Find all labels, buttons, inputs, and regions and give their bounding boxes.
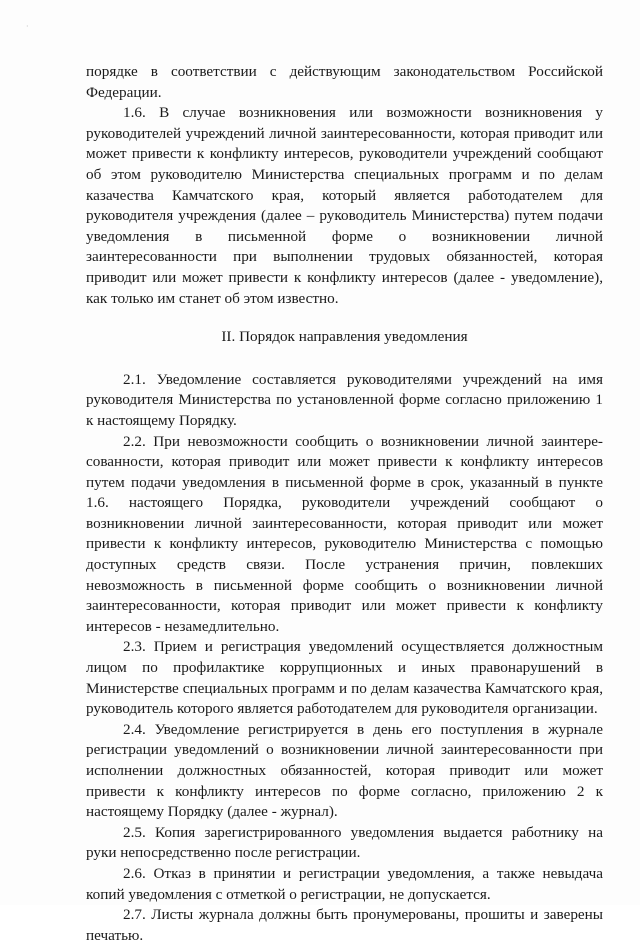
paragraph-2-3: 2.3. Прием и регистрация уведомлений осуществляется должностным лицом по профилактике коррупционных и иных правонарушений в Министерстве специальных программ и по делам казачества Камчатского края, руководитель которого является работодателем для руководителя организации. (86, 638, 603, 718)
paragraph-2-1: 2.1. Уведомление составляется руководителями учреждений на имя руководителя Министерства по установленной форме согласно приложению 1 к настоящему Порядку. (86, 370, 603, 429)
paragraph-2-5: 2.5. Копия зарегистрированного уведомления выдается работнику на руки непосредственно после регистрации. (86, 823, 603, 862)
paragraph-2-6: 2.6. Отказ в принятии и регистрации уведомления, а также невыдача копий уведомления с отметкой о регистрации, не допускается. (86, 864, 603, 903)
scan-speck: · (26, 22, 29, 31)
paragraph-continuation: порядке в соответствии с действующим законодательством Российской Федерации. (86, 63, 603, 101)
document-body (86, 62, 603, 946)
paragraph-2-4: 2.4. Уведомление регистрируется в день его поступления в журнале регистрации уведомлений о возникновении личной заинтересованности при исполнении должностных обязанностей, которая приводит или может привести к конфликту интересов по форме согласно, приложению 2 к настоящему Порядку (далее - журнал). (86, 720, 603, 821)
paragraph-2-2: 2.2. При невозможности сообщить о возникновении личной заинтере-сованности, которая приводит или может привести к конфликту интересов путем подачи уведомления в письменной форме в срок, указанный в пункте 1.6. настоящего Порядка, руководители учреждений сообщают о возникновении личной заинтересованности, которая приводит или может привести к конфликту интересов, руководителю Министерства с помощью доступных средств связи. После устранения причин, повлекших невозможность в письменной форме сообщить о возникновении личной заинтересованности, которая приводит или может привести к конфликту интересов - незамедлительно. (86, 432, 603, 635)
paragraph-2-7: 2.7. Листы журнала должны быть пронумерованы, прошиты и заверены печатью. (86, 906, 603, 944)
section-heading: II. Порядок направления уведомления (221, 328, 468, 346)
paragraph-1-6: 1.6. В случае возникновения или возможности возникновения у руководителей учреждений личной заинтересованности, которая приводит или может привести к конфликту интересов, руководители учреждений сообщают об этом руководителю Министерства специальных программ и по делам казачества Камчатского края, который является работодателем для руководителя учреждения (далее – руководитель Министерства) путем подачи уведомления в письменной форме о возникновении личной заинтересованности при выполнении трудовых обязанностей, которая приводит или может привести к конфликту интересов (далее - уведомление), как только им станет об этом известно. (86, 104, 603, 307)
